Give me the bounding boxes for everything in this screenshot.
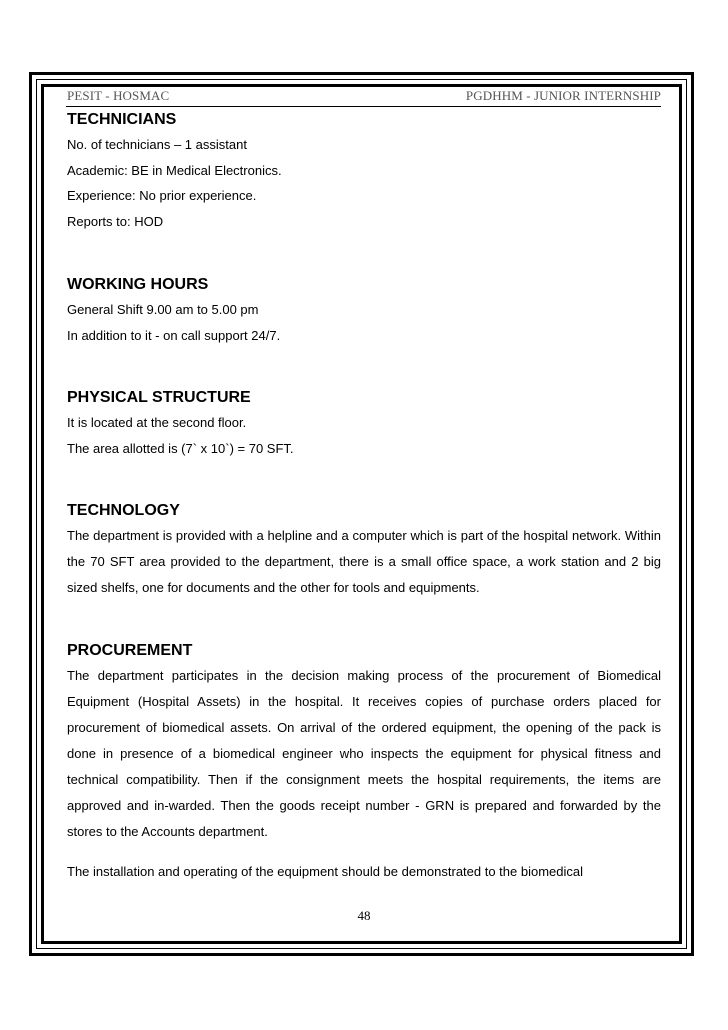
spacer [67,348,661,386]
header-left: PESIT - HOSMAC [67,88,170,103]
section-working-hours [67,273,661,348]
procurement-paragraph-continued: The installation and operating of the equipment should be demonstrated to the biomedical [67,864,584,879]
section-title-procurement: PROCUREMENT [67,642,193,659]
procurement-paragraph: The department participates in the decision making process of the procurement of Biomedical Equipment (Hospital Assets) in the hospital. It receives copies of purchase orders placed for procurement of biomedical assets. On arrival of the ordered equipment, the opening of the pack is done in presence of a biomedical engineer who inspects the equipment for physical fitness and technical compatibility. Then if the consignment meets the hospital requirements, the items are approved and in-warded. Then the goods receipt number - GRN is prepared and forwarded by the stores to the Accounts department. [67,668,661,839]
working-hours-line: In addition to it - on call support 24/7. [67,327,281,343]
technicians-line: Experience: No prior experience. [67,188,257,203]
physical-structure-line: The area allotted is (7` x 10`) = 70 SFT. [67,440,294,456]
section-physical-structure [67,386,661,461]
spacer [67,845,661,859]
page-content [67,108,661,885]
spacer [67,601,661,639]
section-title-physical-structure: PHYSICAL STRUCTURE [67,389,251,406]
section-title-technology: TECHNOLOGY [67,502,180,519]
physical-structure-line: It is located at the second floor. [67,415,247,430]
page-number: 48 [357,908,371,923]
page-header [67,88,661,104]
section-title-working-hours: WORKING HOURS [67,276,209,293]
section-technology [67,499,661,601]
header-rule [66,106,661,107]
section-procurement [67,639,661,885]
header-right: PGDHHM - JUNIOR INTERNSHIP [465,88,661,103]
technicians-line: Reports to: HOD [67,213,164,229]
technology-paragraph: The department is provided with a helpline and a computer which is part of the hospital network. Within the 70 SFT area provided to the department, there is a small office space, a work station and 2 big sized shelfs, one for documents and the other for tools and equipments. [67,528,661,595]
working-hours-line: General Shift 9.00 am to 5.00 pm [67,302,259,317]
spacer [67,234,661,273]
technicians-line: Academic: BE in Medical Electronics. [67,162,282,178]
technicians-line: No. of technicians – 1 assistant [67,137,247,152]
section-title-technicians: TECHNICIANS [67,111,177,128]
spacer [67,461,661,499]
section-technicians [67,108,661,234]
